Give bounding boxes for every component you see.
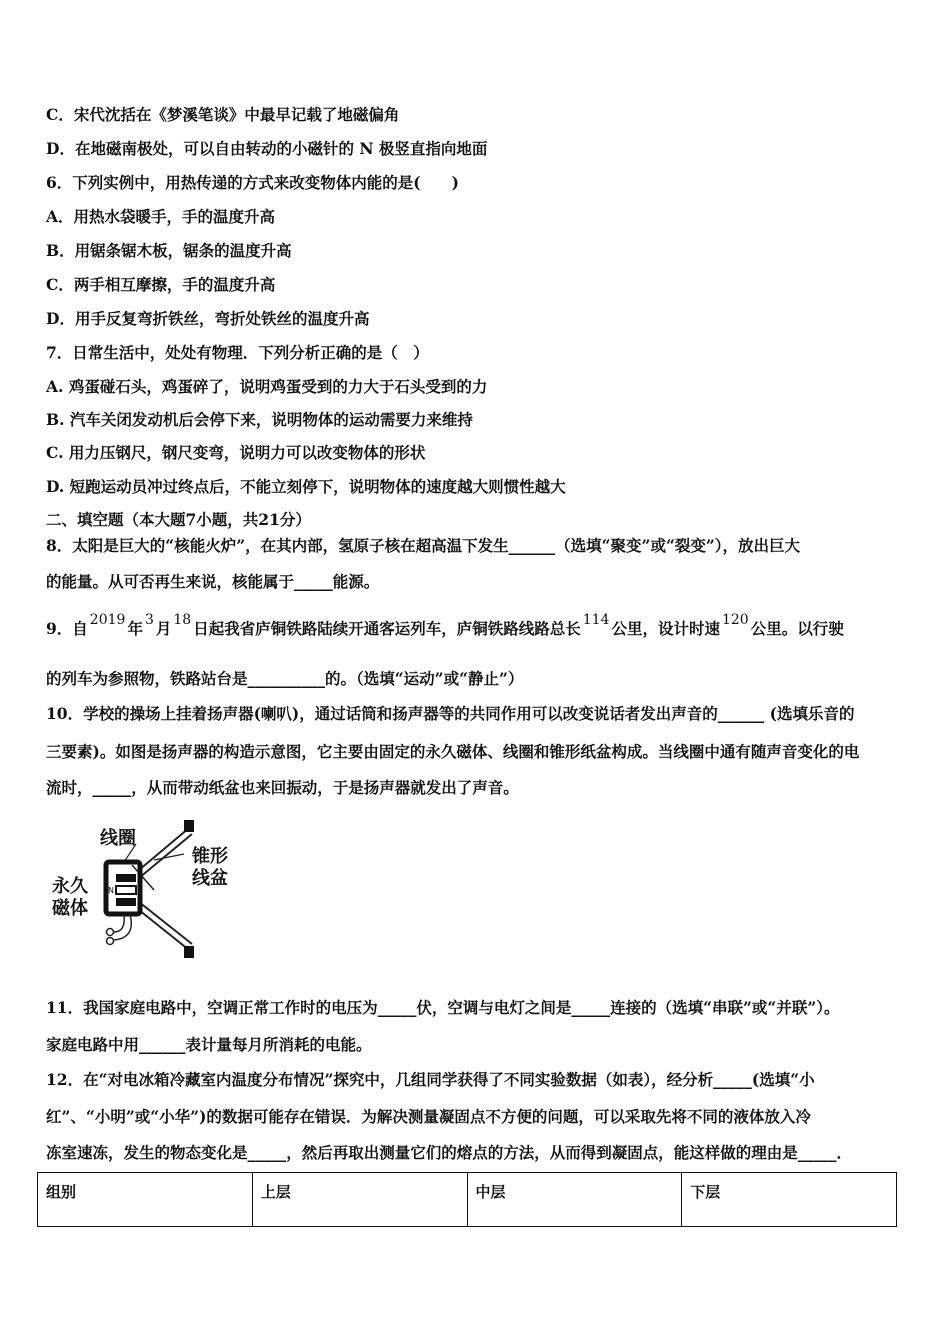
svg-text:N: N — [108, 886, 114, 895]
question-11-line-1: 11．我国家庭电路中，空调正常工作时的电压为_____伏，空调与电灯之间是_____连接的（选填“串联”或“并联”）。 — [46, 998, 840, 1017]
table-header-lower: 下层 — [682, 1173, 897, 1227]
option-7b: B. 汽车关闭发动机后会停下来，说明物体的运动需要力来维持 — [46, 410, 473, 429]
option-6c: C．两手相互摩擦，手的温度升高 — [46, 275, 276, 294]
question-10-line-2: 三要素)。如图是扬声器的构造示意图，它主要由固定的永久磁体、线圈和锥形纸盆构成。当线圈中通有随声音变化的电 — [46, 742, 860, 761]
question-11-line-2: 家庭电路中用______表计量每月所消耗的电能。 — [46, 1035, 372, 1054]
section-heading: 二、填空题（本大题7小题，共21分） — [46, 510, 311, 529]
speaker-diagram — [44, 820, 244, 970]
q9-month: 3 — [144, 612, 154, 628]
label-cone-1: 锥形 — [192, 846, 228, 867]
option-6d: D．用手反复弯折铁丝，弯折处铁丝的温度升高 — [46, 309, 370, 328]
table-header-row — [38, 1173, 897, 1227]
label-magnet-1: 永久 — [52, 876, 88, 897]
question-7: 7．日常生活中，处处有物理．下列分析正确的是（ ） — [46, 343, 429, 362]
q9-text-b: 月 — [155, 619, 172, 638]
table-header-upper: 上层 — [252, 1173, 467, 1227]
question-8-line-1: 8．太阳是巨大的“核能火炉”，在其内部，氢原子核在超高温下发生______（选填“聚变”或“裂变”），放出巨大 — [46, 536, 801, 555]
label-cone-2: 线盆 — [192, 868, 228, 889]
table-header-middle: 中层 — [467, 1173, 682, 1227]
question-12-line-3: 冻室速冻，发生的物态变化是_____，然后再取出测量它们的熔点的方法，从而得到凝固点，能这样做的理由是_____． — [46, 1143, 853, 1162]
label-magnet-2: 磁体 — [52, 898, 88, 919]
table-header-group: 组别 — [38, 1173, 253, 1227]
question-6: 6．下列实例中，用热传递的方式来改变物体内能的是( ) — [46, 173, 459, 192]
question-9-line-1 — [46, 612, 844, 639]
q9-year: 2019 — [89, 612, 126, 628]
q9-text-e: 公里。以行驶 — [750, 619, 844, 638]
question-12-line-1: 12．在“对电冰箱冷藏室内温度分布情况”探究中，几组同学获得了不同实验数据（如表），经分析_____(选填“小 — [46, 1070, 815, 1089]
q9-day: 18 — [173, 612, 192, 628]
q9-length: 114 — [582, 612, 610, 628]
question-8-line-2: 的能量。从可否再生来说，核能属于_____能源。 — [46, 572, 380, 591]
label-coil: 线圈 — [100, 828, 136, 849]
q9-speed: 120 — [721, 612, 749, 628]
option-7a: A. 鸡蛋碰石头，鸡蛋碎了，说明鸡蛋受到的力大于石头受到的力 — [46, 377, 488, 396]
option-d-5: D．在地磁南极处，可以自由转动的小磁针的 N 极竖直指向地面 — [46, 139, 488, 158]
option-c-5: C．宋代沈括在《梦溪笔谈》中最早记载了地磁偏角 — [46, 105, 400, 124]
option-7d: D. 短跑运动员冲过终点后，不能立刻停下，说明物体的速度越大则惯性越大 — [46, 477, 566, 496]
data-table — [37, 1172, 897, 1227]
option-6b: B．用锯条锯木板，锯条的温度升高 — [46, 241, 292, 260]
q9-text-d: 公里，设计时速 — [611, 619, 720, 638]
q9-text-a: 年 — [127, 619, 143, 638]
q9-text-c: 日起我省庐铜铁路陆续开通客运列车，庐铜铁路线路总长 — [193, 619, 581, 638]
question-10-line-1: 10．学校的操场上挂着扬声器(喇叭)，通过话筒和扬声器等的共同作用可以改变说话者发出声音的______ (选填乐音的 — [46, 704, 855, 723]
question-12-line-2: 红”、“小明”或“小华”)的数据可能存在错误．为解决测量凝固点不方便的问题，可以采取先将不同的液体放入冷 — [46, 1107, 811, 1126]
option-7c: C. 用力压钢尺，钢尺变弯，说明力可以改变物体的形状 — [46, 443, 426, 462]
option-6a: A．用热水袋暖手，手的温度升高 — [46, 207, 276, 226]
question-10-line-3: 流时，_____，从而带动纸盆也来回振动，于是扬声器就发出了声音。 — [46, 778, 519, 797]
question-9-line-2: 的列车为参照物，铁路站台是__________的。（选填“运动”或“静止”） — [46, 669, 524, 688]
q9-text-pre: 9．自 — [46, 619, 88, 638]
